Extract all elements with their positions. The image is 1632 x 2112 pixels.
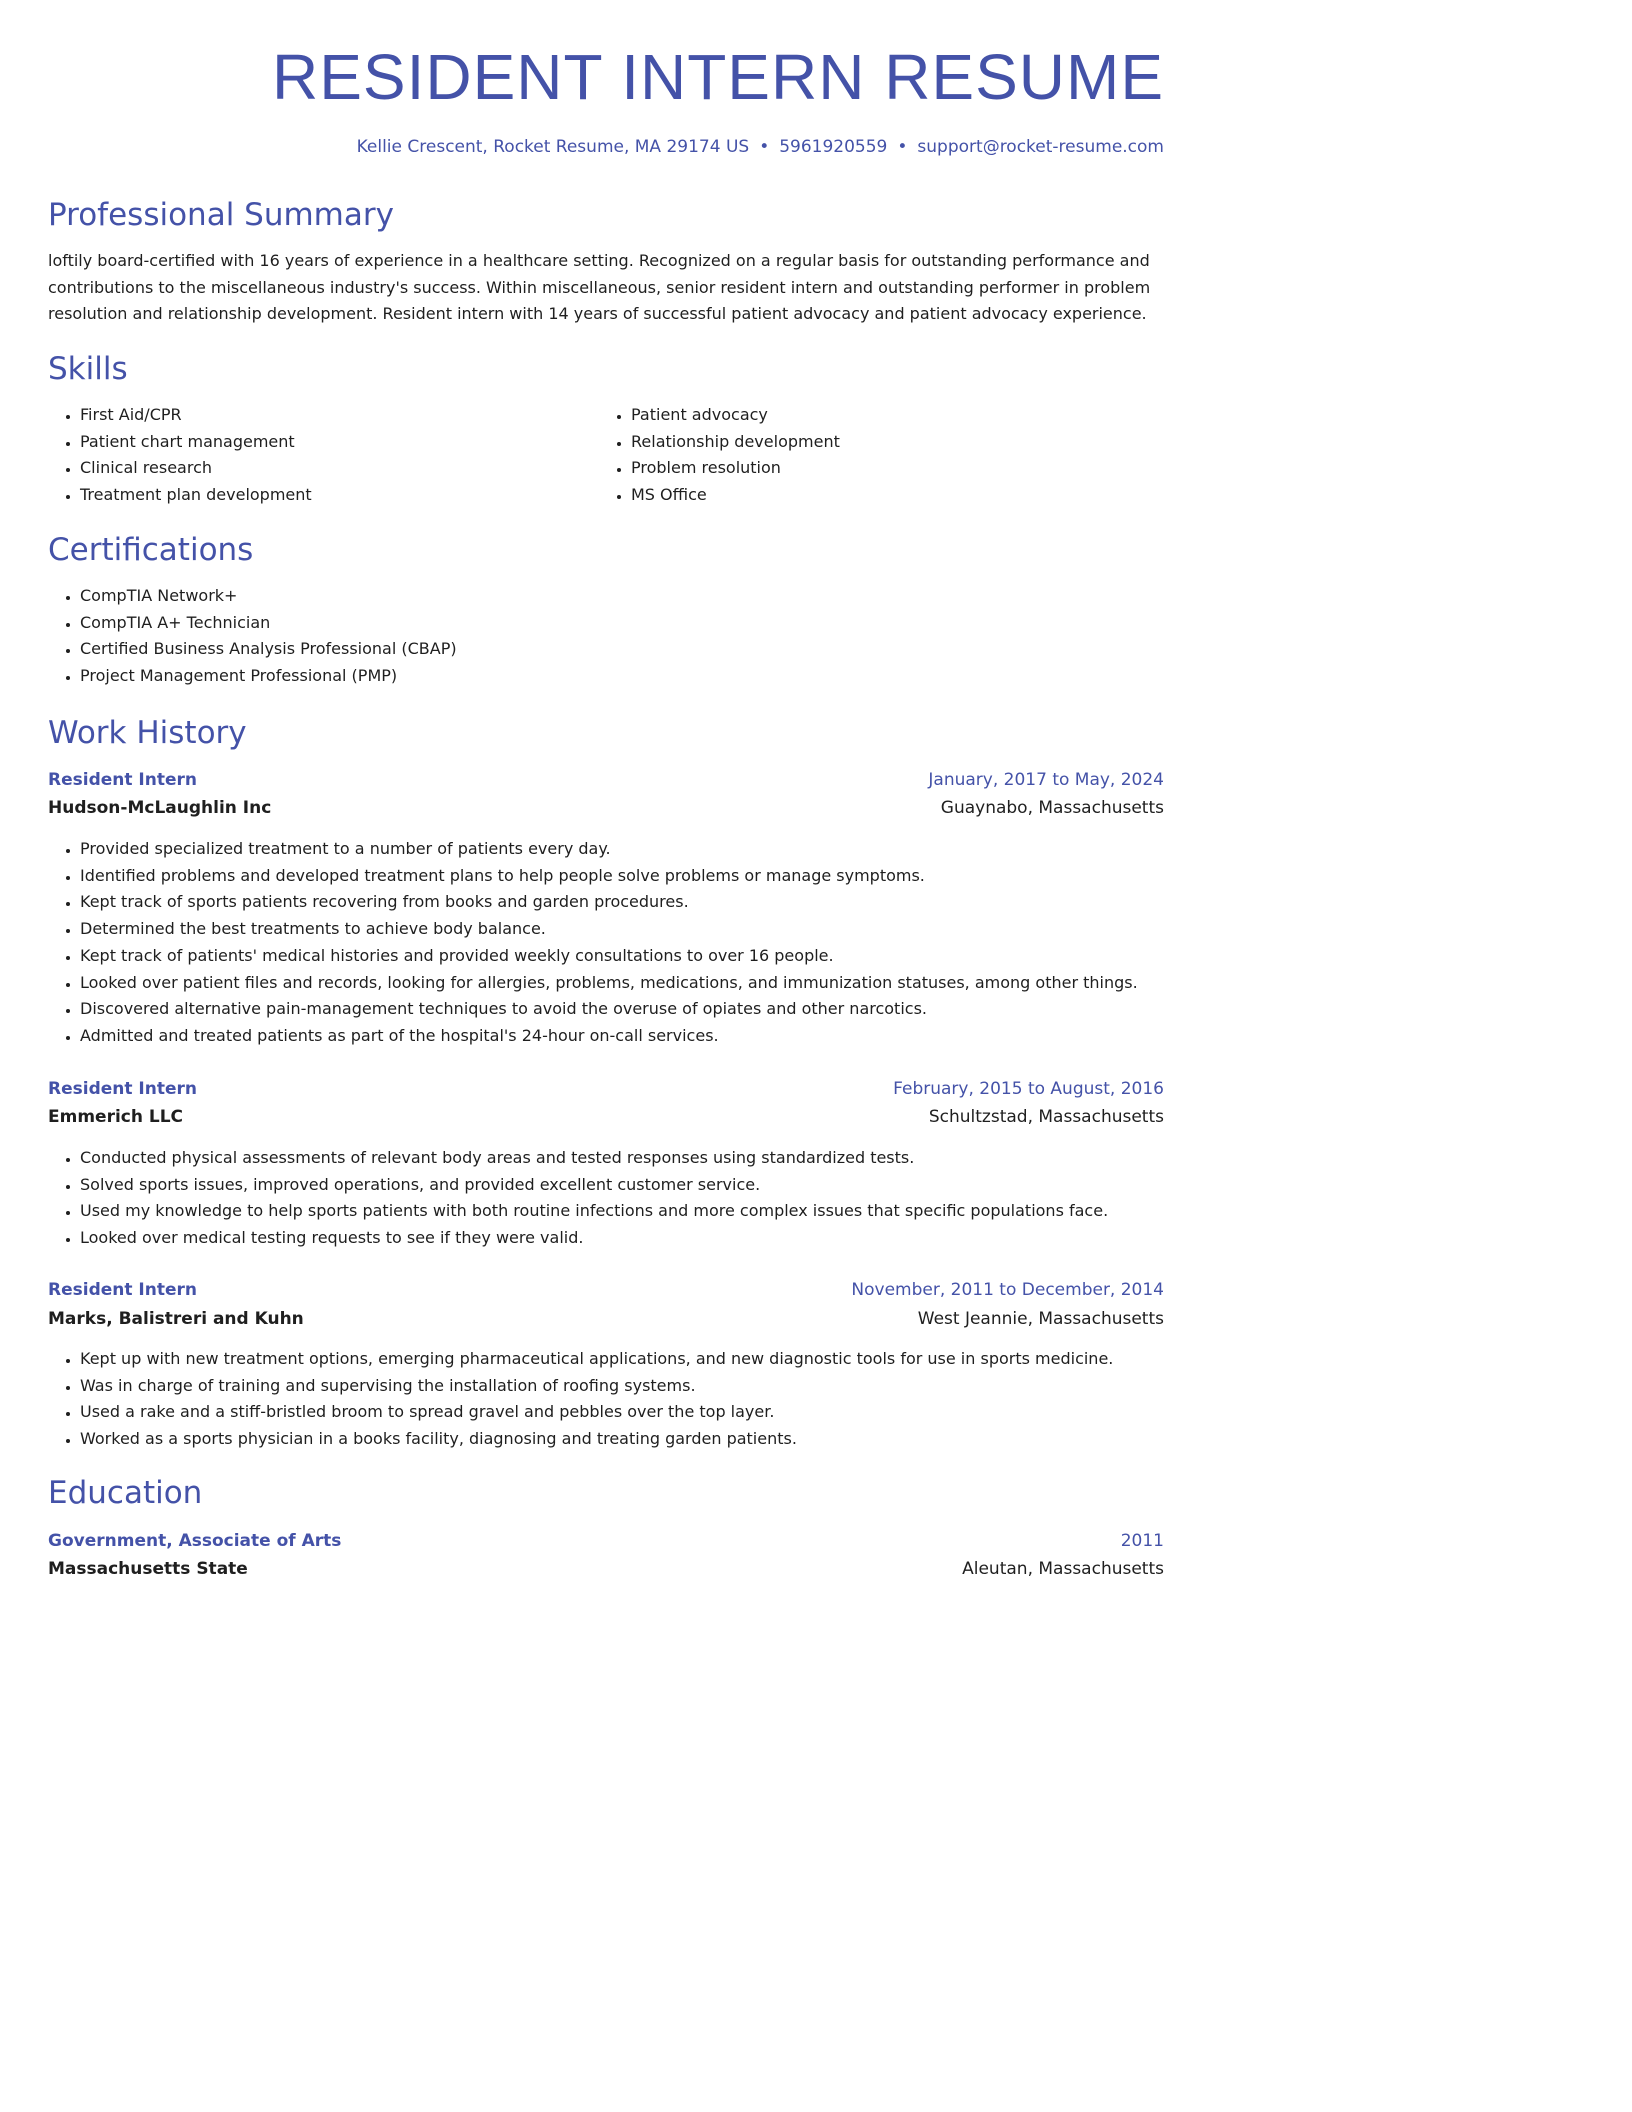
job-bullet: • Discovered alternative pain-management techniques to avoid the overuse of opiates and other narcotics. [80,996,1138,1023]
certifications-list [48,583,457,690]
certification-item: • Certified Business Analysis Professional (CBAP) [80,636,457,663]
skills-heading: Skills [48,351,128,387]
job-location: West Jeannie, Massachusetts [917,1309,1164,1329]
contact-separator: • [759,137,770,157]
job-bullet: • Used a rake and a stiff-bristled broom to spread gravel and pebbles over the top layer. [80,1399,1113,1426]
contact-line [357,135,1164,159]
work-history-heading: Work History [48,715,247,751]
job-bullets [48,1145,1108,1252]
job-dates: November, 2011 to December, 2014 [851,1280,1164,1300]
job-bullet: • Kept track of sports patients recovering from books and garden procedures. [80,889,1138,916]
skill-item: • Problem resolution [631,455,840,482]
education-degree: Government, Associate of Arts [48,1531,342,1551]
job-bullet: • Provided specialized treatment to a number of patients every day. [80,836,1138,863]
skill-item: • Patient chart management [80,429,312,456]
skill-item: • Treatment plan development [80,482,312,509]
skill-item: • First Aid/CPR [80,402,312,429]
job-dates: January, 2017 to May, 2024 [928,770,1164,790]
contact-address: Kellie Crescent, Rocket Resume, MA 29174 US [356,137,750,157]
job-dates: February, 2015 to August, 2016 [893,1079,1164,1099]
skill-item: • Relationship development [631,429,840,456]
skills-list-left [48,402,312,509]
contact-phone: 5961920559 [779,137,888,157]
education-school: Massachusetts State [48,1559,248,1579]
contact-email[interactable]: support@rocket-resume.com [917,137,1164,157]
job-bullet: • Used my knowledge to help sports patients with both routine infections and more complex issues that specific populations face. [80,1198,1108,1225]
resume-title: RESIDENT INTERN RESUME [271,41,1164,113]
certification-item: • Project Management Professional (PMP) [80,663,457,690]
job-bullet: • Looked over patient files and records, looking for allergies, problems, medications, and immunization statuses, among other things. [80,970,1138,997]
job-company: Marks, Balistreri and Kuhn [48,1309,304,1329]
education-year: 2011 [1120,1531,1164,1551]
job-title: Resident Intern [48,1079,197,1099]
summary-text: loftily board-certified with 16 years of experience in a healthcare setting. Recognized on a regular basis for outstanding performance and contributions to the miscellaneous industry's success. Within miscellaneous, senior resident intern and outstanding performer in problem resolution and relationship development. Resident intern with 14 years of successful patient advocacy and patient advocacy experience. [48,251,1151,324]
skill-item: • Patient advocacy [631,402,840,429]
job-title: Resident Intern [48,1280,197,1300]
job-company: Hudson-McLaughlin Inc [48,798,272,818]
skills-list-right [599,402,840,509]
job-title: Resident Intern [48,770,197,790]
job-bullet: • Determined the best treatments to achieve body balance. [80,916,1138,943]
job-bullet: • Solved sports issues, improved operations, and provided excellent customer service. [80,1172,1108,1199]
contact-separator: • [897,137,908,157]
job-bullet: • Kept track of patients' medical histories and provided weekly consultations to over 16 people. [80,943,1138,970]
job-bullet: • Worked as a sports physician in a books facility, diagnosing and treating garden patients. [80,1426,1113,1453]
education-location: Aleutan, Massachusetts [962,1559,1164,1579]
education-heading: Education [48,1475,203,1511]
job-bullets [48,836,1138,1050]
job-bullet: • Looked over medical testing requests to see if they were valid. [80,1225,1108,1252]
skill-item: • Clinical research [80,455,312,482]
certification-item: • CompTIA A+ Technician [80,610,457,637]
certifications-heading: Certifications [48,532,254,568]
job-location: Guaynabo, Massachusetts [940,798,1164,818]
job-location: Schultzstad, Massachusetts [928,1107,1164,1127]
job-bullet: • Kept up with new treatment options, emerging pharmaceutical applications, and new diagnostic tools for use in sports medicine. [80,1346,1113,1373]
job-bullet: • Conducted physical assessments of relevant body areas and tested responses using standardized tests. [80,1145,1108,1172]
skill-item: • MS Office [631,482,840,509]
job-company: Emmerich LLC [48,1107,184,1127]
job-bullets [48,1346,1113,1453]
certification-item: • CompTIA Network+ [80,583,457,610]
job-bullet: • Identified problems and developed treatment plans to help people solve problems or manage symptoms. [80,863,1138,890]
summary-heading: Professional Summary [48,197,394,233]
job-bullet: • Admitted and treated patients as part of the hospital's 24-hour on-call services. [80,1023,1138,1050]
job-bullet: • Was in charge of training and supervising the installation of roofing systems. [80,1373,1113,1400]
